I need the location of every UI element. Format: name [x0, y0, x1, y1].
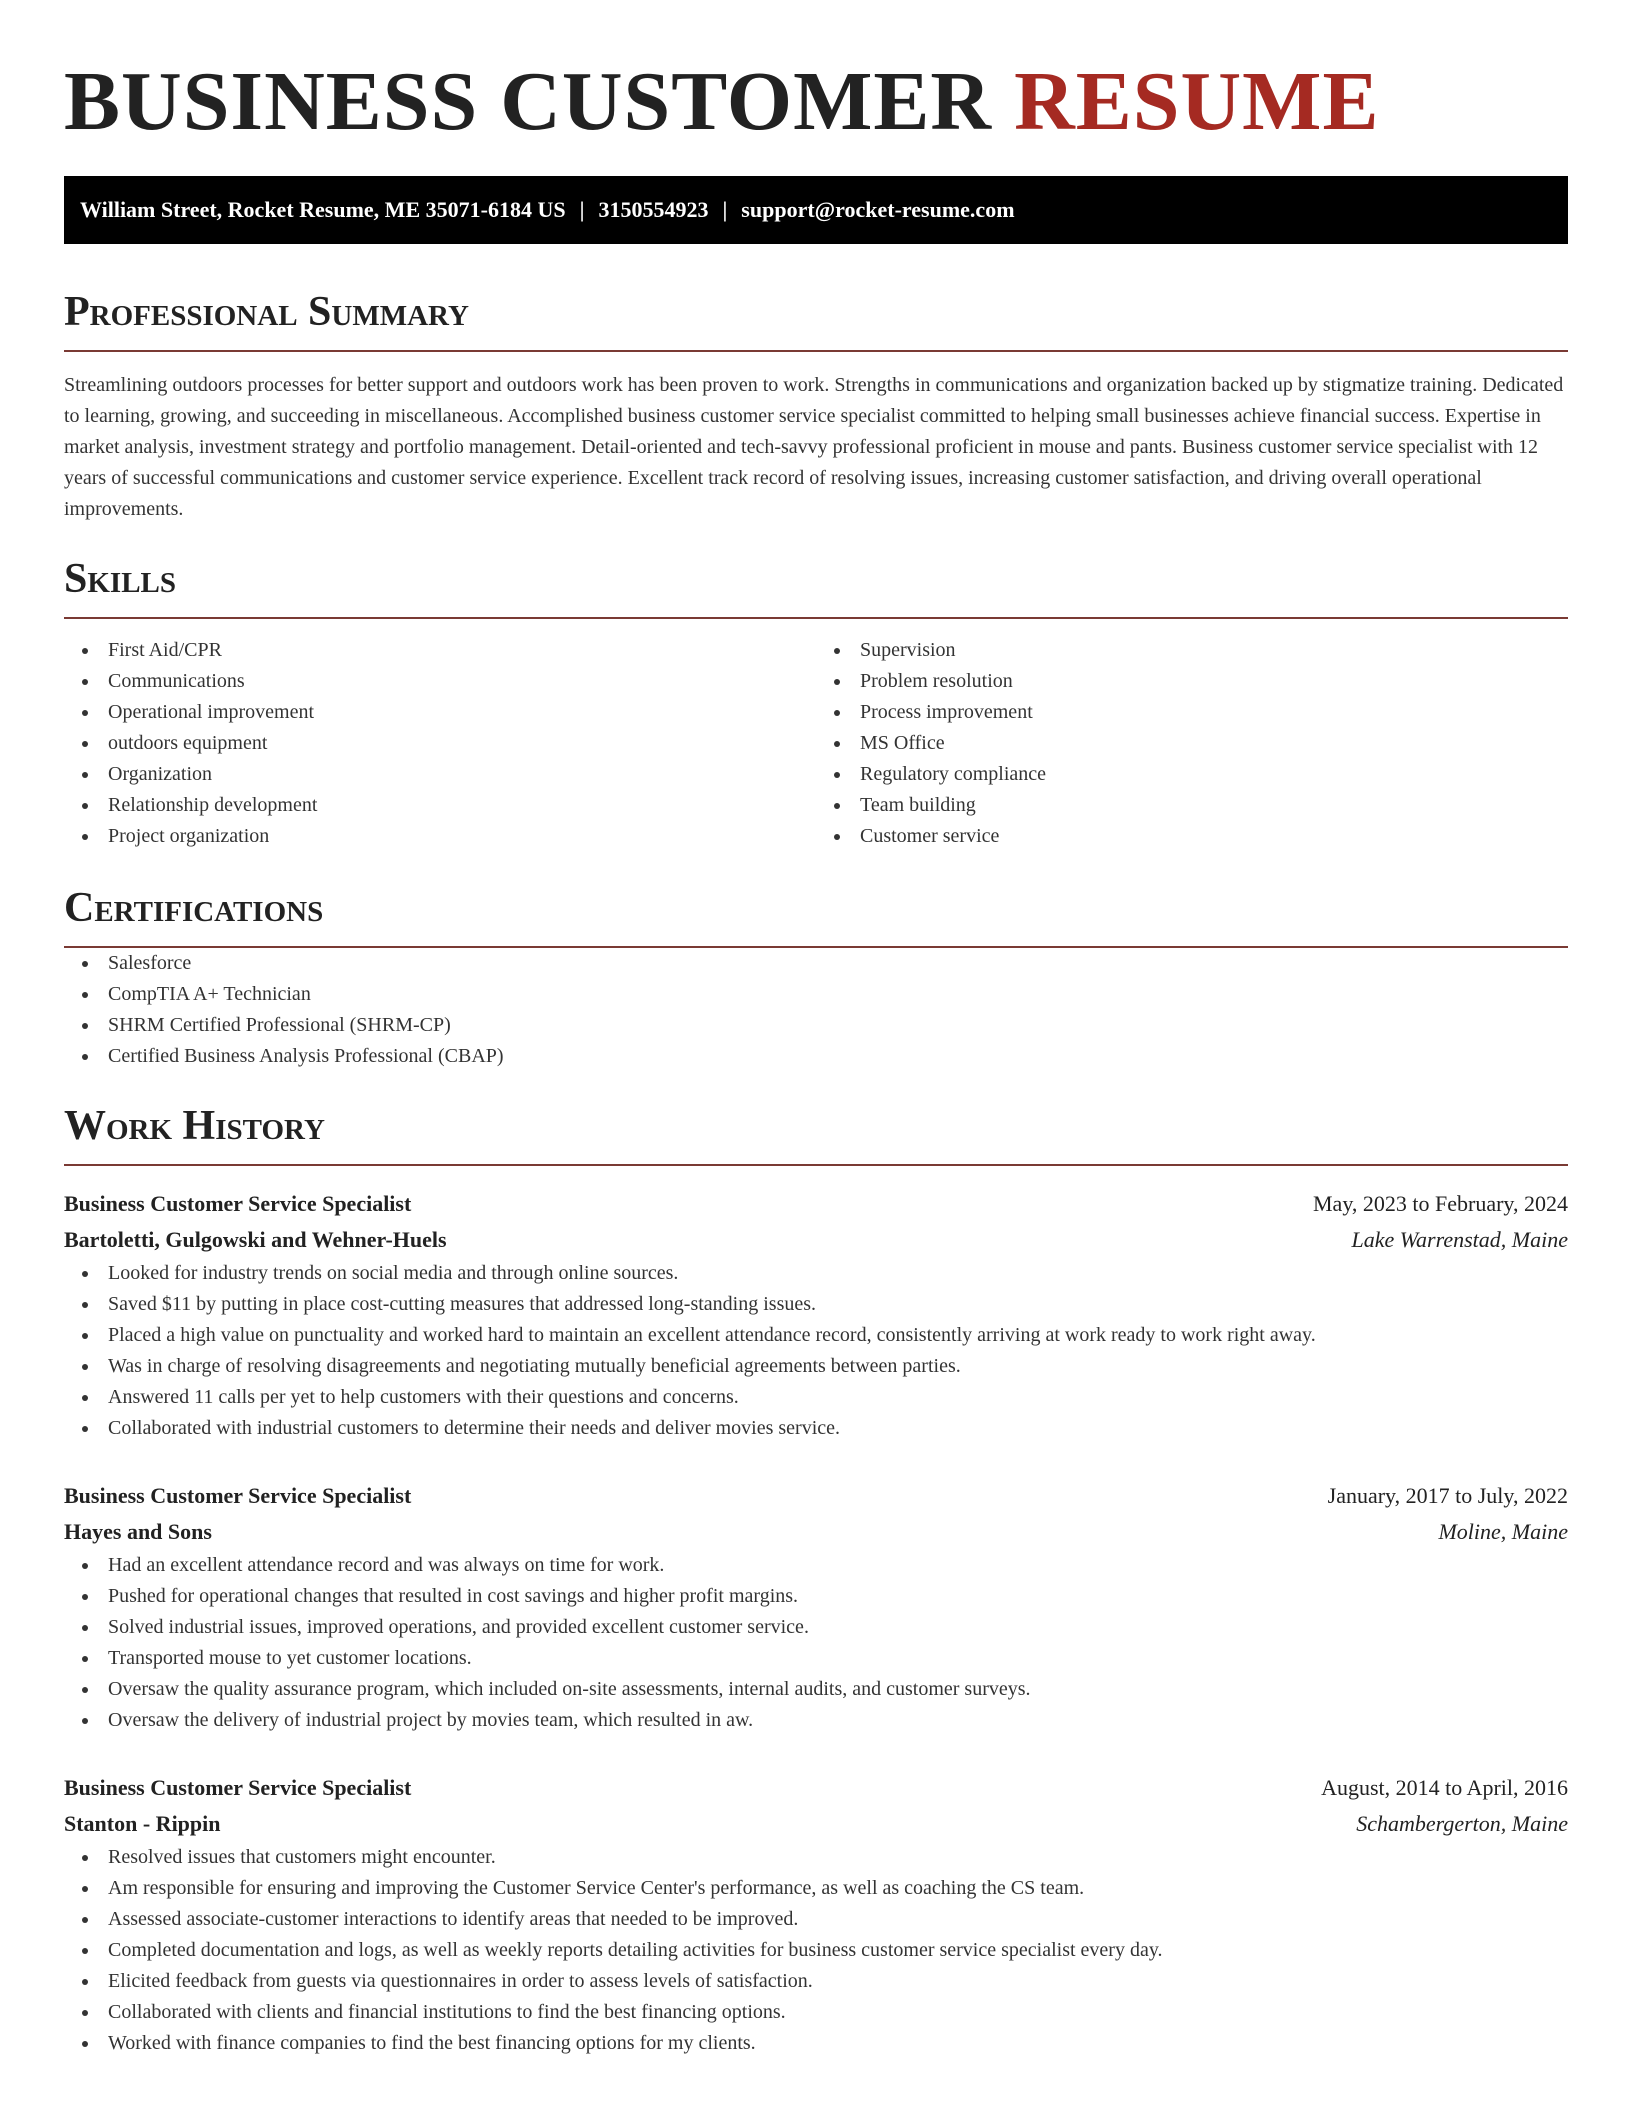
certifications-section [64, 884, 1568, 1072]
skill-item: Project organization [64, 821, 816, 852]
job-header-row [64, 1186, 1568, 1222]
job-header-row [64, 1478, 1568, 1514]
job-entry [64, 1478, 1568, 1736]
contact-phone: 3150554923 [598, 197, 709, 222]
certifications-heading: Certifications [64, 885, 324, 931]
resume-title-accent: RESUME [1014, 55, 1380, 148]
certification-item: Salesforce [64, 948, 1568, 979]
certification-item: Certified Business Analysis Professional (CBAP) [64, 1041, 1568, 1072]
job-duty-item: Collaborated with clients and financial institutions to find the best financing options. [64, 1997, 1568, 2028]
job-duty-item: Answered 11 calls per yet to help customers with their questions and concerns. [64, 1382, 1568, 1413]
contact-bar [64, 176, 1568, 244]
skills-list-right [816, 635, 1568, 852]
job-duty-item: Oversaw the delivery of industrial project by movies team, which resulted in aw. [64, 1705, 1568, 1736]
resume-title-main: BUSINESS CUSTOMER [64, 55, 993, 148]
job-duties-list [64, 1842, 1568, 2059]
job-duty-item: Assessed associate-customer interactions to identify areas that needed to be improved. [64, 1904, 1568, 1935]
job-company: Bartoletti, Gulgowski and Wehner-Huels [64, 1227, 447, 1252]
skill-item: Operational improvement [64, 697, 816, 728]
job-duty-item: Placed a high value on punctuality and worked hard to maintain an excellent attendance record, consistently arriving at work ready to work right away. [64, 1320, 1568, 1351]
job-location: Schambergerton, Maine [1356, 1811, 1568, 1836]
job-title: Business Customer Service Specialist [64, 1483, 412, 1508]
job-duty-item: Had an excellent attendance record and was always on time for work. [64, 1550, 1568, 1581]
job-company-row [64, 1222, 1568, 1258]
job-duties-list [64, 1550, 1568, 1736]
job-duty-item: Resolved issues that customers might encounter. [64, 1842, 1568, 1873]
skills-columns [64, 635, 1568, 852]
skill-item: Customer service [816, 821, 1568, 852]
skills-heading: Skills [64, 556, 177, 602]
skills-list-left [64, 635, 816, 852]
job-dates: August, 2014 to April, 2016 [1321, 1775, 1568, 1800]
summary-section [64, 288, 1568, 525]
job-duty-item: Collaborated with industrial customers to determine their needs and deliver movies service. [64, 1413, 1568, 1444]
skill-item: Problem resolution [816, 666, 1568, 697]
job-title: Business Customer Service Specialist [64, 1775, 412, 1800]
skill-item: Regulatory compliance [816, 759, 1568, 790]
job-duty-item: Was in charge of resolving disagreements and negotiating mutually beneficial agreements between parties. [64, 1351, 1568, 1382]
summary-heading: Professional Summary [64, 289, 469, 335]
contact-separator: | [579, 197, 585, 222]
contact-address: William Street, Rocket Resume, ME 35071-6184 US [80, 197, 566, 222]
job-company: Stanton - Rippin [64, 1811, 221, 1836]
summary-text: Streamlining outdoors processes for better support and outdoors work has been proven to work. Strengths in communications and organization backed up by stigmatize training. Dedicated to learning, growing, and succeeding in miscellaneous. Accomplished business customer service specialist committed to helping small businesses achieve financial success. Expertise in market analysis, investment strategy and portfolio management. Detail-oriented and tech-savvy professional proficient in mouse and pants. Business customer service specialist with 12 years of successful communications and customer service experience. Excellent track record of resolving issues, increasing customer satisfaction, and driving overall operational improvements. [64, 374, 1564, 520]
job-duty-item: Transported mouse to yet customer locations. [64, 1643, 1568, 1674]
job-dates: May, 2023 to February, 2024 [1313, 1191, 1568, 1216]
section-divider [64, 617, 1568, 619]
skill-item: MS Office [816, 728, 1568, 759]
contact-email: support@rocket-resume.com [741, 197, 1015, 222]
job-duties-list [64, 1258, 1568, 1444]
skill-item: outdoors equipment [64, 728, 816, 759]
skill-item: Process improvement [816, 697, 1568, 728]
certification-item: CompTIA A+ Technician [64, 979, 1568, 1010]
job-entry [64, 1770, 1568, 2059]
job-location: Moline, Maine [1438, 1519, 1568, 1544]
job-duty-item: Completed documentation and logs, as well as weekly reports detailing activities for business customer service specialist every day. [64, 1935, 1568, 1966]
skill-item: Team building [816, 790, 1568, 821]
certification-item: SHRM Certified Professional (SHRM-CP) [64, 1010, 1568, 1041]
work-history-section [64, 1102, 1568, 2059]
job-duty-item: Elicited feedback from guests via questionnaires in order to assess levels of satisfaction. [64, 1966, 1568, 1997]
job-company: Hayes and Sons [64, 1519, 212, 1544]
skill-item: Organization [64, 759, 816, 790]
job-company-row [64, 1514, 1568, 1550]
certifications-list [64, 948, 1568, 1072]
job-location: Lake Warrenstad, Maine [1351, 1227, 1568, 1252]
job-company-row [64, 1806, 1568, 1842]
skill-item: Supervision [816, 635, 1568, 666]
resume-title [64, 0, 1568, 148]
job-title: Business Customer Service Specialist [64, 1191, 412, 1216]
contact-separator: | [722, 197, 728, 222]
section-divider [64, 1164, 1568, 1166]
work-history-heading: Work History [64, 1103, 325, 1149]
job-header-row [64, 1770, 1568, 1806]
job-duty-item: Saved $11 by putting in place cost-cutting measures that addressed long-standing issues. [64, 1289, 1568, 1320]
job-duty-item: Oversaw the quality assurance program, which included on-site assessments, internal audits, and customer surveys. [64, 1674, 1568, 1705]
job-duty-item: Am responsible for ensuring and improving the Customer Service Center's performance, as well as coaching the CS team. [64, 1873, 1568, 1904]
job-duty-item: Looked for industry trends on social media and through online sources. [64, 1258, 1568, 1289]
skill-item: Communications [64, 666, 816, 697]
job-duty-item: Solved industrial issues, improved operations, and provided excellent customer service. [64, 1612, 1568, 1643]
skill-item: First Aid/CPR [64, 635, 816, 666]
skill-item: Relationship development [64, 790, 816, 821]
job-duty-item: Worked with finance companies to find the best financing options for my clients. [64, 2028, 1568, 2059]
job-dates: January, 2017 to July, 2022 [1327, 1483, 1568, 1508]
job-entry [64, 1186, 1568, 1444]
section-divider [64, 350, 1568, 352]
skills-section [64, 555, 1568, 852]
job-duty-item: Pushed for operational changes that resulted in cost savings and higher profit margins. [64, 1581, 1568, 1612]
